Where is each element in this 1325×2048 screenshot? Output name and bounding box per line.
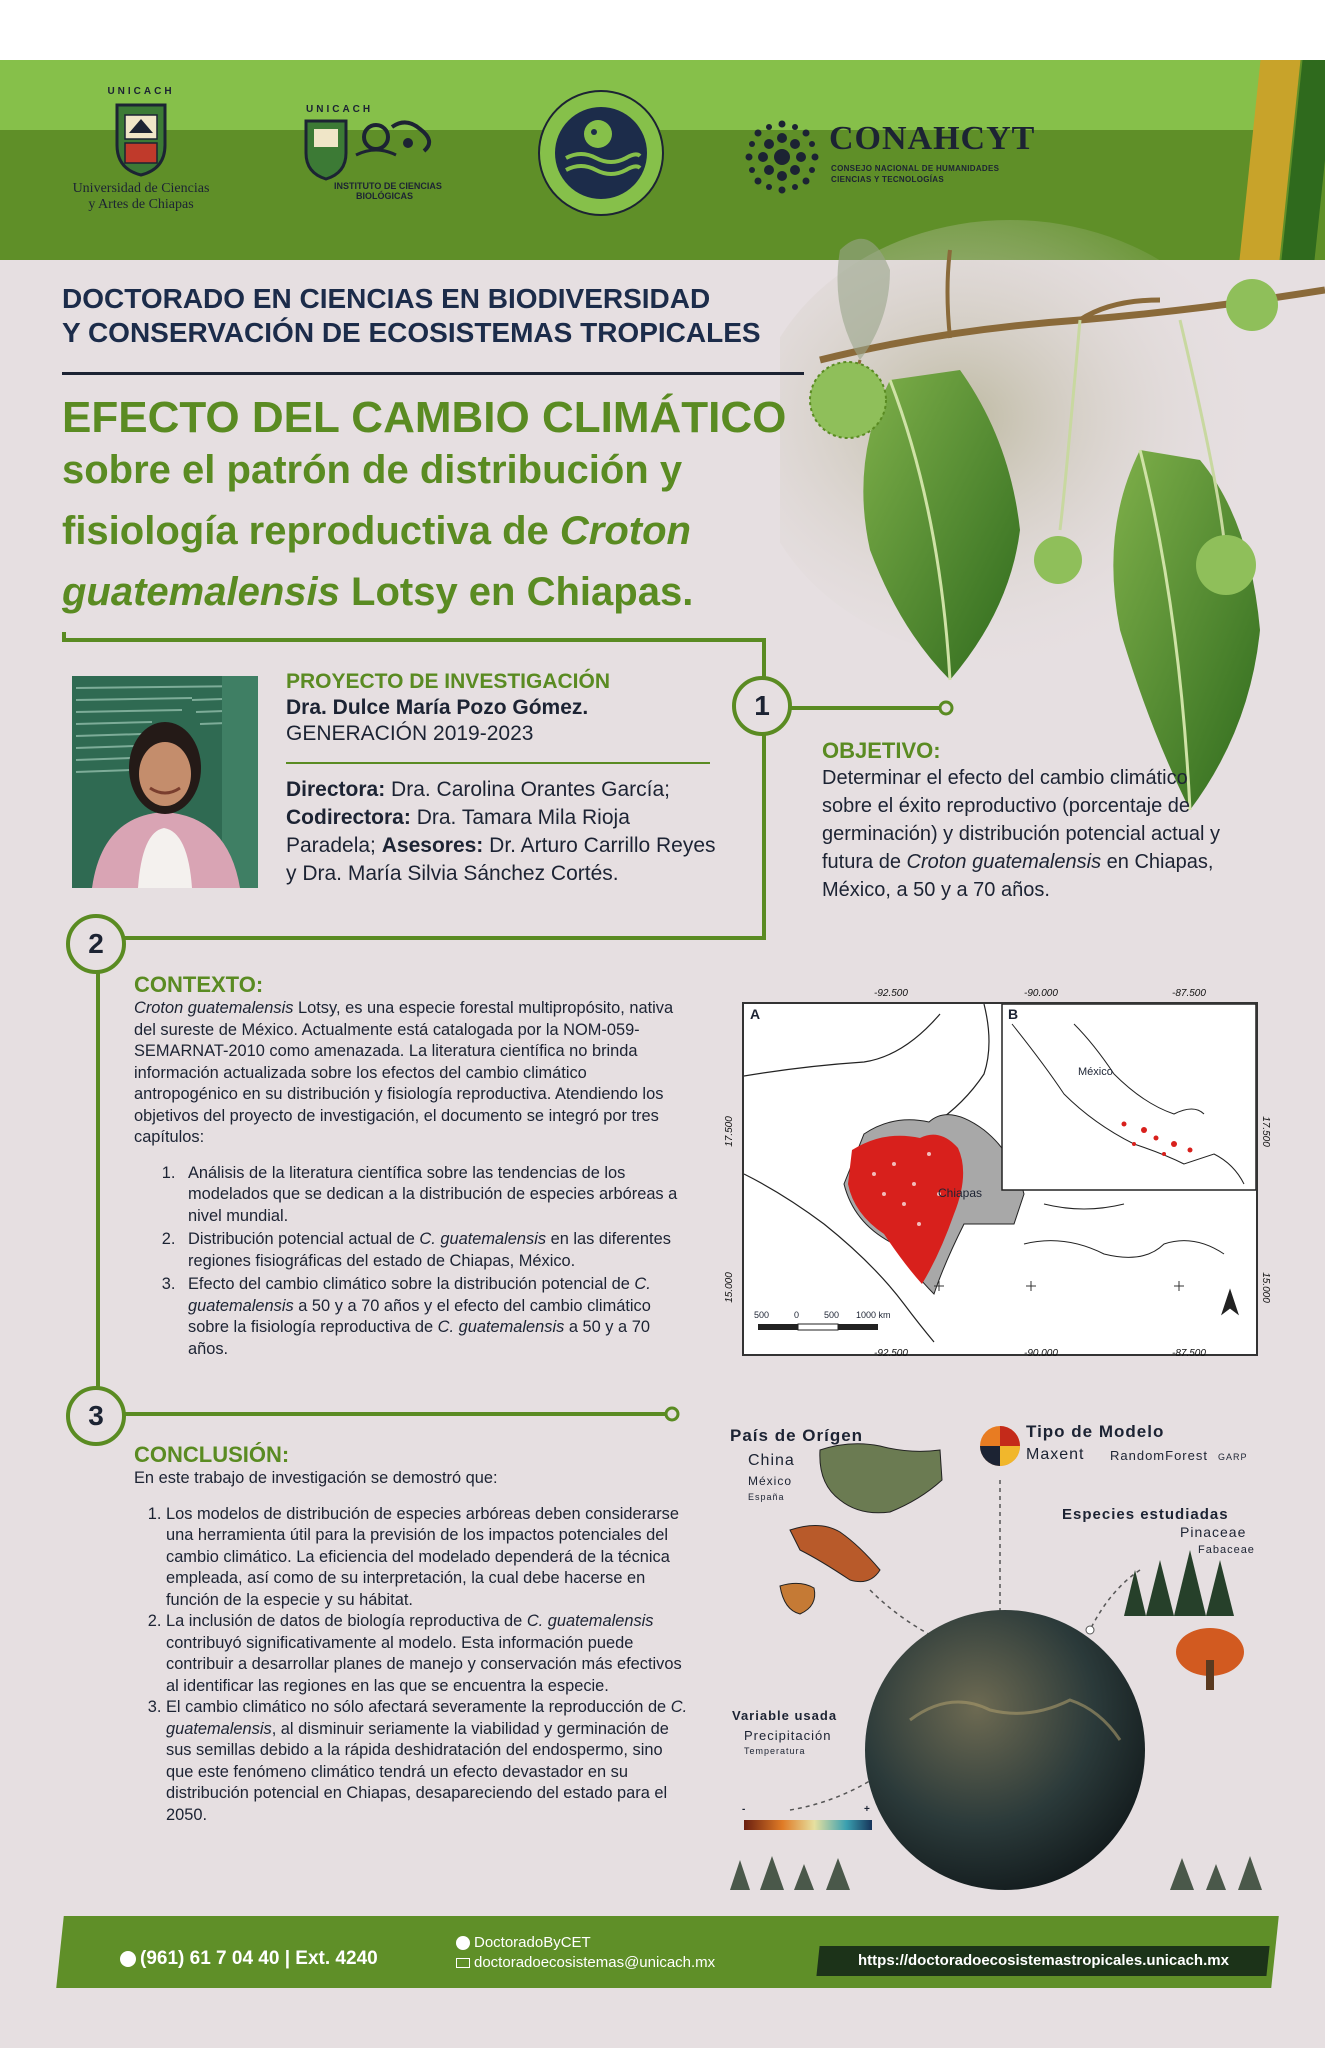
objective-text-a: Determinar el efecto del cambio climático sobre el éxito reproductivo (porcentaje de germinación) y distribución potencial actual y futura de — [822, 767, 1220, 873]
info-temperatura: Temperatura — [744, 1746, 806, 1756]
doctorado-round-logo — [536, 88, 666, 218]
advisors — [286, 776, 716, 888]
croton-plant-illustration — [780, 210, 1325, 830]
conclusion-item-3c: , al disminuir seriamente la viabilidad y germinación de sus semillas debido a la rápida deshidratación del endospermo, sino que este fenómeno climático tendrá un efecto devastador en su distribución potencial en Chiapas, desapareciendo del estado para el 2050. — [166, 1719, 669, 1824]
codirectora-label: Codirectora: — [286, 806, 411, 829]
unicach-shield-icon — [111, 99, 171, 179]
facebook-icon — [456, 1936, 470, 1950]
program-title — [62, 282, 761, 350]
conclusion-item-2a: La inclusión de datos de biología reproductiva de — [166, 1612, 527, 1630]
context-item-3 — [180, 1274, 690, 1360]
title-line4b: Lotsy en Chiapas. — [339, 570, 694, 614]
conahcyt-name: CONAHCYT — [829, 120, 1036, 157]
conclusion-item-2b: C. guatemalensis — [526, 1612, 654, 1630]
info-variable: Variable usada — [732, 1708, 838, 1723]
info-precipitacion: Precipitación — [744, 1728, 832, 1743]
website-url: https://doctoradoecosistemastropicales.unicach.mx — [857, 1952, 1229, 1969]
context-item-3c: a 50 y a 70 años y el efecto del cambio climático sobre la fisiología reproductiva de — [188, 1296, 651, 1336]
conclusion-heading: CONCLUSIÓN: — [134, 1442, 290, 1467]
map-scale-500b: 500 — [824, 1310, 840, 1320]
codirectora-name: Dra. Tamara Mila Rioja Paradela; — [286, 806, 630, 857]
context-section — [134, 972, 690, 1362]
info-tipo: Tipo de Modelo — [1026, 1422, 1165, 1441]
objective-heading: OBJETIVO: — [822, 738, 941, 763]
conclusion-item-3b: C. guatemalensis — [166, 1698, 688, 1738]
phone-icon — [120, 1951, 136, 1967]
map-lon-top-1: -92.500 — [874, 988, 908, 999]
info-fabaceae: Fabaceae — [1198, 1544, 1255, 1556]
context-item-3e: a 50 y a 70 años. — [188, 1318, 650, 1358]
context-item-2c: en las diferentes regiones fisiográficas del estado de Chiapas, México. — [188, 1230, 671, 1270]
context-item-2 — [180, 1229, 690, 1272]
map-scale-0: 0 — [794, 1310, 800, 1320]
map-chiapas-label: Chiapas — [938, 1186, 983, 1200]
email-text: doctoradoecosistemas@unicach.mx — [474, 1954, 716, 1971]
info-garp: GARP — [1218, 1452, 1248, 1462]
project-label: PROYECTO DE INVESTIGACIÓN — [286, 670, 610, 693]
conahcyt-sub-line1: CONSEJO NACIONAL DE HUMANIDADES — [831, 164, 1000, 173]
poster-title — [62, 392, 802, 627]
title-line2: sobre el patrón de distribución y — [62, 448, 683, 492]
context-intro — [134, 998, 690, 1149]
infographic-drawing — [730, 1420, 1270, 1890]
program-line1: DOCTORADO EN CIENCIAS EN BIODIVERSIDAD — [62, 283, 711, 314]
facebook-text: DoctoradoByCET — [474, 1934, 591, 1951]
conclusion-item-3a: El cambio climático no sólo afectará severamente la reproducción de — [166, 1698, 671, 1716]
top-margin — [0, 0, 1325, 60]
info-randomforest: RandomForest — [1110, 1448, 1208, 1463]
map-lon-bot-3: -87.500 — [1172, 1348, 1206, 1359]
conclusion-intro: En este trabajo de investigación se demostró que: — [134, 1469, 498, 1487]
map-scale-500a: 500 — [754, 1310, 770, 1320]
program-line2: Y CONSERVACIÓN DE ECOSISTEMAS TROPICALES — [62, 317, 761, 348]
footer-phone[interactable] — [120, 1948, 378, 1970]
context-intro-text: Lotsy, es una especie forestal multipropósito, nativa del sureste de México. Actualmente está catalogada por la NOM-059-SEMARNAT-2010 como amenazada. La literatura científica no brinda información actualizada sobre los efectos del cambio climático antropogénico en su distribución y fisiología reproductiva. Atendiendo los objetivos del proyecto de investigación, el documento se integró por tres capítulos: — [134, 999, 674, 1146]
context-species: Croton guatemalensis — [134, 999, 294, 1017]
project-info — [286, 670, 716, 888]
context-item-2a: Distribución potencial actual de — [188, 1230, 420, 1248]
map-lat-right-1: 17.500 — [1259, 1116, 1271, 1147]
map-lon-bot-1: -92.500 — [874, 1348, 908, 1359]
info-maxent: Maxent — [1026, 1446, 1085, 1463]
title-divider — [62, 372, 804, 375]
project-divider — [286, 762, 710, 764]
info-scale-plus: + — [864, 1804, 871, 1815]
info-mexico: México — [748, 1474, 793, 1488]
context-list — [134, 1163, 690, 1361]
context-item-2b: C. guatemalensis — [419, 1230, 547, 1248]
ib-name-line1: INSTITUTO DE CIENCIAS — [334, 181, 442, 191]
instituto-logo — [296, 104, 466, 201]
map-lat-left-2: 15.000 — [723, 1272, 735, 1303]
map-lon-bot-2: -90.000 — [1024, 1348, 1058, 1359]
conclusion-item-2c: contribuyó significativamente al modelo. Esta información puede contribuir a desarrollar planes de manejo y conservación más efectivos al identificar las regiones en las que se encuentra la especie. — [166, 1633, 682, 1695]
title-line1: EFECTO DEL CAMBIO CLIMÁTICO — [62, 393, 787, 442]
info-pais: País de Orígen — [730, 1426, 864, 1445]
directora-label: Directora: — [286, 778, 386, 801]
unicach-name-line1: Universidad de Ciencias — [72, 181, 210, 196]
methods-infographic — [730, 1420, 1270, 1890]
doctorado-emblem-icon — [536, 88, 666, 218]
unicach-logo-top-text: UNICACH — [107, 86, 175, 97]
section-number-3: 3 — [66, 1386, 126, 1446]
info-especies: Especies estudiadas — [1062, 1506, 1229, 1523]
map-panel-a: A — [750, 1006, 761, 1022]
footer-contacts — [456, 1933, 715, 1973]
generation: GENERACIÓN 2019-2023 — [286, 722, 534, 745]
email-icon — [456, 1958, 470, 1968]
map-scale-1000: 1000 km — [856, 1310, 891, 1320]
conclusion-item-2 — [166, 1611, 690, 1697]
objective-text-c: en Chiapas, México, a 50 y a 70 años. — [822, 851, 1214, 901]
conclusion-section — [134, 1442, 690, 1826]
section-number-1: 1 — [732, 676, 792, 736]
section-number-2: 2 — [66, 914, 126, 974]
asesores-label: Asesores: — [381, 834, 484, 857]
website-link[interactable] — [816, 1946, 1269, 1976]
objective-section — [822, 738, 1242, 904]
unicach-name-line2: y Artes de Chiapas — [88, 197, 194, 212]
info-espana: España — [748, 1492, 785, 1502]
footer-phone-text: (961) 61 7 04 40 | Ext. 4240 — [140, 1948, 378, 1969]
map-lat-left-1: 17.500 — [723, 1116, 735, 1147]
map-lon-top-3: -87.500 — [1172, 988, 1206, 999]
map-lon-top-2: -90.000 — [1024, 988, 1058, 999]
conahcyt-dots-icon — [745, 120, 819, 194]
ib-logo-top-text: UNICACH — [306, 104, 374, 115]
ib-emblem-icon — [296, 115, 456, 181]
map-drawing — [744, 1004, 1256, 1354]
context-item-3b: C. guatemalensis — [188, 1275, 651, 1315]
facebook-link[interactable] — [456, 1933, 715, 1953]
info-scale-minus: - — [742, 1804, 747, 1815]
objective-text — [822, 764, 1242, 904]
conclusion-list — [134, 1504, 690, 1827]
info-pinaceae: Pinaceae — [1180, 1524, 1247, 1540]
researcher-name: Dra. Dulce María Pozo Gómez. — [286, 696, 589, 719]
title-line4a: guatemalensis — [62, 570, 340, 614]
context-item-1: 1. Análisis de la literatura científica sobre las tendencias de los modelados que se dedican a la distribución de especies arbóreas a nivel mundial. — [180, 1163, 690, 1228]
title-line3b: Croton — [559, 509, 691, 553]
context-item-3d: C. guatemalensis — [437, 1318, 565, 1336]
objective-species: Croton guatemalensis — [906, 851, 1102, 873]
conahcyt-sub-line2: CIENCIAS Y TECNOLOGÍAS — [831, 175, 944, 184]
conahcyt-logo — [745, 120, 1075, 200]
researcher-photo — [72, 676, 258, 888]
unicach-logo — [56, 86, 226, 213]
directora-name: Dra. Carolina Orantes García; — [385, 778, 670, 801]
asesores-names: Dr. Arturo Carrillo Reyes y Dra. María Silvia Sánchez Cortés. — [286, 834, 716, 885]
distribution-map — [742, 1002, 1258, 1356]
map-mexico-label: México — [1078, 1066, 1113, 1078]
email-link[interactable] — [456, 1953, 715, 1973]
conclusion-item-1: 1. Los modelos de distribución de especies arbóreas deben considerarse una herramienta útil para la previsión de los impactos potenciales del cambio climático. La eficiencia del modelado dependerá de la técnica empleada, así como de su interpretación, la cual debe hacerse en función de la especie y su hábitat. — [166, 1504, 690, 1612]
title-line3a: fisiología reproductiva de — [62, 509, 560, 553]
conclusion-item-3 — [166, 1697, 690, 1826]
info-china: China — [748, 1452, 795, 1469]
ib-name-line2: BIOLÓGICAS — [356, 191, 414, 201]
map-lat-right-2: 15.000 — [1259, 1272, 1271, 1303]
map-panel-b: B — [1008, 1006, 1019, 1022]
context-item-3a: Efecto del cambio climático sobre la distribución potencial de — [188, 1275, 635, 1293]
researcher-portrait-icon — [72, 676, 258, 888]
context-heading: CONTEXTO: — [134, 972, 264, 997]
